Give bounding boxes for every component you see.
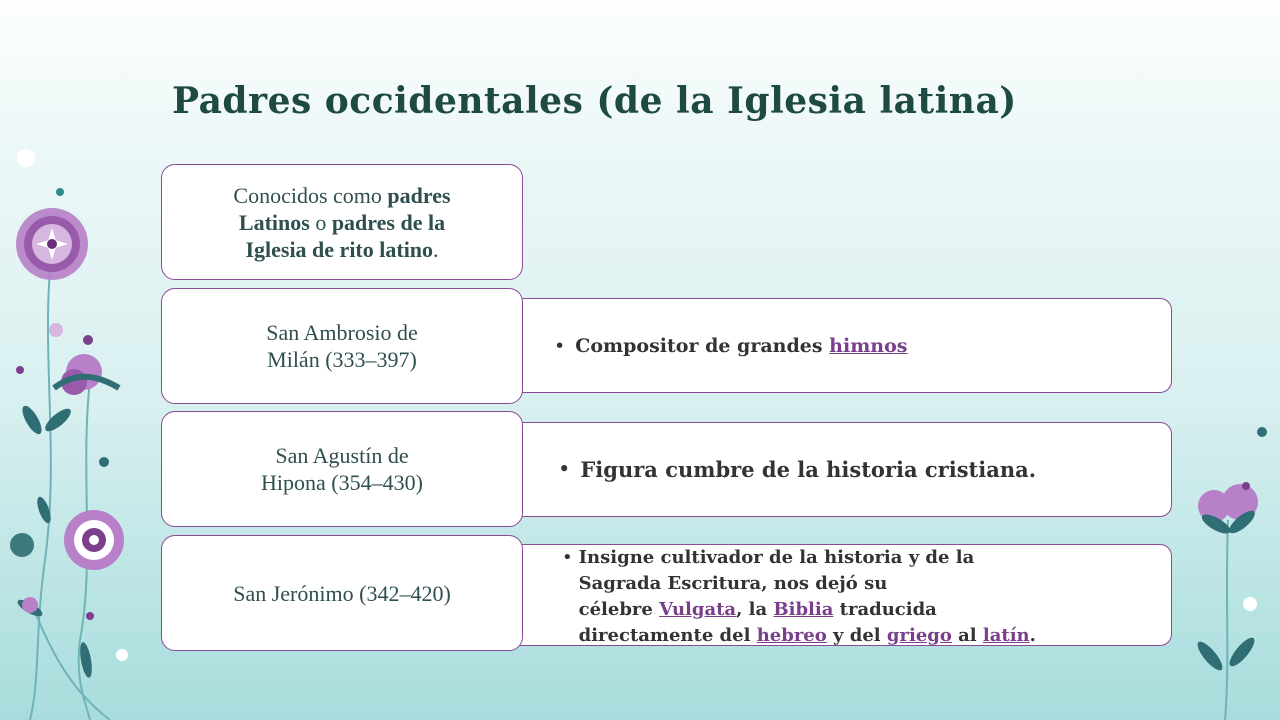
bullet-marker: • (558, 457, 571, 481)
detail-text-part: traducida (833, 599, 937, 620)
link-latin[interactable]: latín (982, 625, 1030, 646)
label-line: San Agustín de (275, 443, 409, 468)
link-himnos[interactable]: himnos (829, 334, 908, 357)
slide-title: Padres occidentales (de la Iglesia latina) (172, 80, 1017, 122)
detail-text-agustin: Figura cumbre de la historia cristiana. (580, 457, 1037, 482)
detail-text-part: y del (826, 625, 887, 646)
label-line: Hipona (354–430) (261, 470, 423, 495)
detail-text-part: , la (736, 599, 774, 620)
label-agustin (261, 442, 423, 496)
intro-text-part: . (433, 236, 439, 262)
link-vulgata[interactable]: Vulgata (659, 599, 737, 620)
detail-box-agustin (505, 422, 1172, 517)
floral-decoration-left (0, 0, 160, 720)
detail-text-jeronimo (579, 545, 1036, 649)
label-box-agustin (161, 411, 523, 527)
intro-text-part: o (309, 209, 332, 235)
detail-line (579, 623, 1036, 649)
link-biblia[interactable]: Biblia (773, 599, 834, 620)
label-ambrosio (266, 319, 418, 373)
label-box-ambrosio (161, 288, 523, 404)
detail-line: Insigne cultivador de la historia y de la (578, 547, 975, 568)
detail-text-part: . (1029, 625, 1036, 646)
intro-text (233, 182, 450, 263)
intro-text-part: Conocidos como (233, 182, 388, 208)
intro-bold-latinos: Latinos (238, 209, 310, 235)
detail-text-part: Compositor de grandes (575, 334, 830, 357)
link-hebreo[interactable]: hebreo (756, 625, 827, 646)
bullet-marker: • (562, 547, 573, 568)
detail-text-part: directamente del (578, 625, 757, 646)
label-line: Milán (333–397) (267, 347, 417, 372)
intro-bold-padres-de-la: padres de la (331, 209, 446, 235)
detail-box-jeronimo (505, 544, 1172, 646)
detail-text-part: al (951, 625, 983, 646)
intro-bold-padres: padres (387, 182, 451, 208)
detail-text-part: célebre (578, 599, 660, 620)
detail-box-ambrosio (505, 298, 1172, 393)
detail-line (579, 597, 1036, 623)
floral-decoration-right (1180, 0, 1280, 720)
intro-box (161, 164, 523, 280)
detail-line: Sagrada Escritura, nos dejó su (578, 573, 888, 594)
detail-text-ambrosio (575, 335, 907, 357)
label-line: San Ambrosio de (266, 320, 418, 345)
intro-bold-iglesia: Iglesia de rito latino (245, 236, 434, 262)
bullet-marker: • (554, 334, 566, 357)
label-box-jeronimo (161, 535, 523, 651)
label-jeronimo: San Jerónimo (342–420) (233, 580, 451, 606)
link-griego[interactable]: griego (886, 625, 952, 646)
